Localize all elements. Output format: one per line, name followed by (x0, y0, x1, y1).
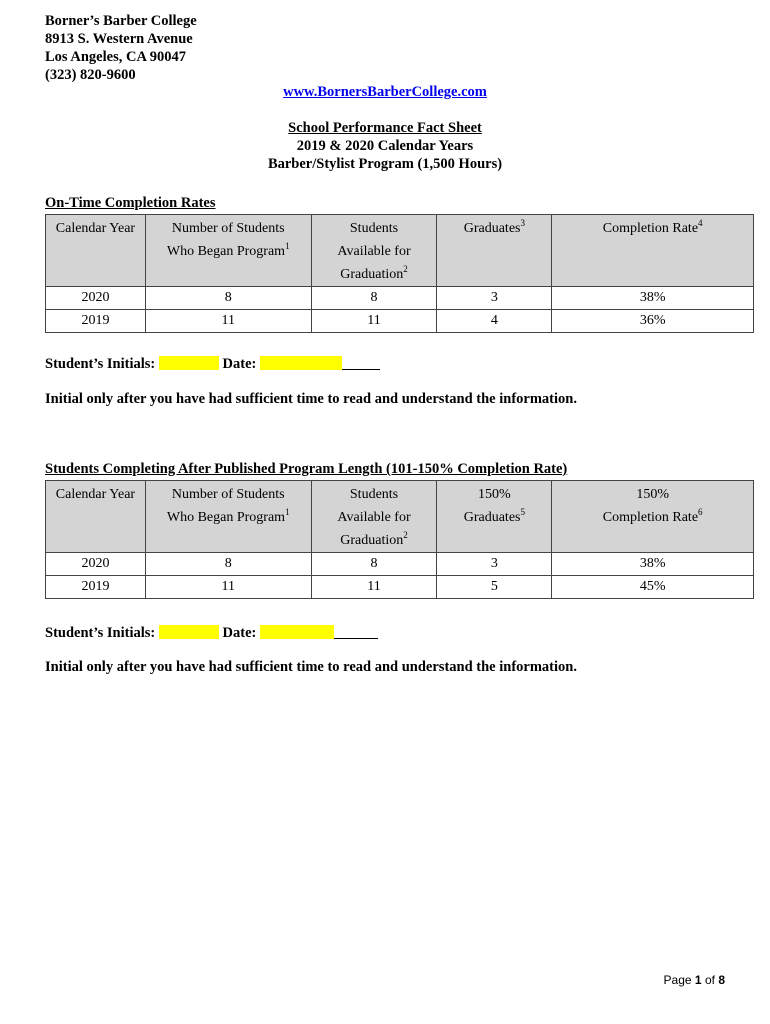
table-cell: 3 (437, 287, 552, 310)
header-students-available: Students Available for Graduation$^2$ (311, 481, 437, 553)
document-title (0, 119, 770, 173)
header-150-completion-rate: 150% Completion Rate$^6$ (552, 481, 754, 553)
initials-field[interactable] (159, 625, 219, 639)
title-line-3: Barber/Stylist Program (1,500 Hours) (267, 156, 503, 172)
table-cell: 2019 (46, 576, 146, 599)
table-cell: 2020 (46, 287, 146, 310)
table-row (46, 287, 754, 310)
table-cell: 8 (145, 553, 311, 576)
title-line-1: School Performance Fact Sheet (288, 120, 482, 136)
header-completion-rate: Completion Rate$^4$ (552, 215, 754, 287)
college-street: 8913 S. Western Avenue (45, 31, 193, 47)
table-row (46, 310, 754, 333)
table-header-row (46, 481, 754, 553)
extended-completion-table (45, 480, 754, 599)
table-cell: 38% (552, 287, 754, 310)
initials-label: Student’s Initials: (45, 356, 156, 372)
website-link[interactable]: www.BornersBarberCollege.com (283, 84, 487, 100)
date-label: Date: (222, 356, 257, 372)
on-time-section-title: On-Time Completion Rates (45, 195, 216, 211)
table-cell: 8 (311, 287, 437, 310)
title-line-2: 2019 & 2020 Calendar Years (296, 138, 474, 154)
table-cell: 11 (145, 310, 311, 333)
table-cell: 4 (437, 310, 552, 333)
extended-completion-section-title: Students Completing After Published Program Length (101-150% Completion Rate) (45, 461, 568, 477)
header-calendar-year: Calendar Year (46, 481, 146, 553)
header-150-graduates: 150% Graduates$^5$ (437, 481, 552, 553)
date-field[interactable] (260, 625, 334, 639)
table-header-row (46, 215, 754, 287)
date-field[interactable] (260, 356, 342, 370)
initials-field[interactable] (159, 356, 219, 370)
table-cell: 45% (552, 576, 754, 599)
table-cell: 38% (552, 553, 754, 576)
college-name: Borner’s Barber College (45, 13, 197, 29)
table-cell: 3 (437, 553, 552, 576)
date-line (334, 624, 378, 639)
table-cell: 11 (145, 576, 311, 599)
initials-line-2 (45, 624, 378, 642)
initials-label: Student’s Initials: (45, 625, 156, 641)
table-cell: 2019 (46, 310, 146, 333)
on-time-completion-table (45, 214, 754, 333)
college-city: Los Angeles, CA 90047 (45, 49, 186, 65)
college-address (45, 12, 197, 84)
college-phone: (323) 820-9600 (45, 67, 136, 83)
table-cell: 11 (311, 310, 437, 333)
table-row (46, 553, 754, 576)
initials-note-2: Initial only after you have had sufficient time to read and understand the information. (45, 659, 577, 675)
header-students-began: Number of Students Who Began Program$^1$ (145, 215, 311, 287)
header-graduates: Graduates$^3$ (437, 215, 552, 287)
table-cell: 5 (437, 576, 552, 599)
initials-line-1 (45, 355, 380, 373)
page-number: Page 1 of 8 (663, 973, 725, 987)
table-cell: 2020 (46, 553, 146, 576)
date-label: Date: (222, 625, 257, 641)
table-cell: 8 (145, 287, 311, 310)
table-cell: 36% (552, 310, 754, 333)
table-cell: 11 (311, 576, 437, 599)
table-row (46, 576, 754, 599)
header-calendar-year: Calendar Year (46, 215, 146, 287)
date-line (342, 355, 380, 370)
table-cell: 8 (311, 553, 437, 576)
header-students-available: Students Available for Graduation$^2$ (311, 215, 437, 287)
initials-note-1: Initial only after you have had sufficient time to read and understand the information. (45, 391, 577, 407)
header-students-began: Number of Students Who Began Program$^1$ (145, 481, 311, 553)
